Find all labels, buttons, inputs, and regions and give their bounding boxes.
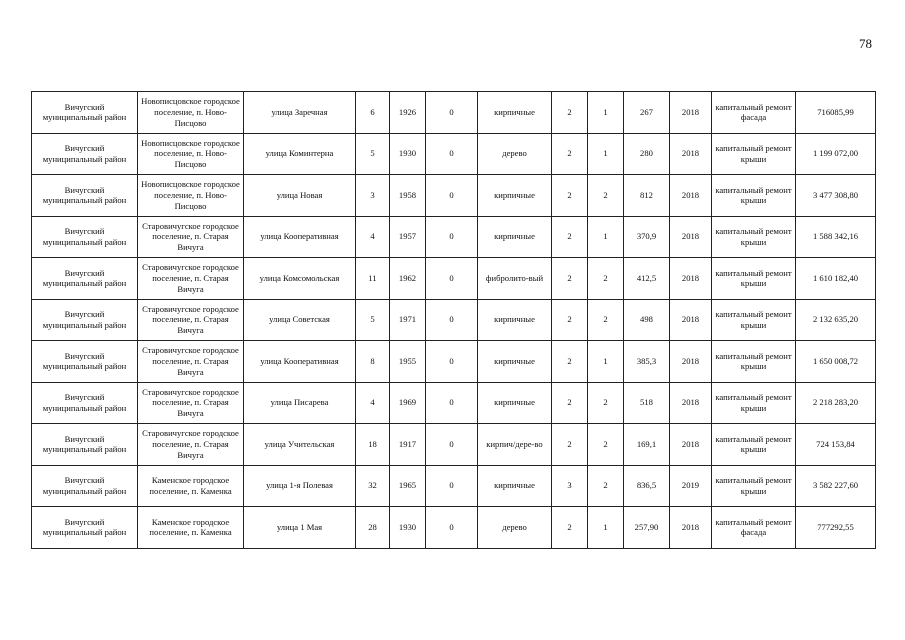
floors-cell: 2 — [552, 133, 588, 175]
repair-year-cell: 2018 — [670, 133, 712, 175]
page-number: 78 — [859, 36, 872, 51]
entrances-cell: 1 — [588, 341, 624, 383]
work-type-cell: капитальный ремонт фасада — [712, 507, 796, 549]
house-number-cell: 8 — [356, 341, 390, 383]
house-number-cell: 28 — [356, 507, 390, 549]
district-cell: Вичугский муниципальный район — [32, 382, 138, 424]
work-type-cell: капитальный ремонт крыши — [712, 341, 796, 383]
table-row — [32, 424, 876, 466]
house-number-cell: 3 — [356, 175, 390, 217]
zero-value-cell: 0 — [426, 465, 478, 507]
year-built-cell: 1957 — [390, 216, 426, 258]
wall-material-cell: кирпичные — [478, 341, 552, 383]
entrances-cell: 1 — [588, 92, 624, 134]
area-cell: 518 — [624, 382, 670, 424]
table-body — [32, 92, 876, 549]
street-cell: улица Комсомольская — [244, 258, 356, 300]
table-row — [32, 175, 876, 217]
street-cell: улица Кооперативная — [244, 341, 356, 383]
year-built-cell: 1962 — [390, 258, 426, 300]
housing-repair-table — [31, 91, 876, 549]
work-type-cell: капитальный ремонт крыши — [712, 133, 796, 175]
repair-year-cell: 2018 — [670, 216, 712, 258]
area-cell: 267 — [624, 92, 670, 134]
table-row — [32, 382, 876, 424]
repair-year-cell: 2018 — [670, 299, 712, 341]
house-number-cell: 5 — [356, 133, 390, 175]
floors-cell: 2 — [552, 92, 588, 134]
settlement-cell: Старовичугское городское поселение, п. Старая Вичуга — [138, 216, 244, 258]
table-row — [32, 299, 876, 341]
zero-value-cell: 0 — [426, 133, 478, 175]
district-cell: Вичугский муниципальный район — [32, 465, 138, 507]
floors-cell: 2 — [552, 216, 588, 258]
street-cell: улица Заречная — [244, 92, 356, 134]
zero-value-cell: 0 — [426, 92, 478, 134]
area-cell: 412,5 — [624, 258, 670, 300]
table-row — [32, 507, 876, 549]
house-number-cell: 4 — [356, 382, 390, 424]
cost-cell: 3 582 227,60 — [796, 465, 876, 507]
district-cell: Вичугский муниципальный район — [32, 299, 138, 341]
street-cell: улица Учительская — [244, 424, 356, 466]
district-cell: Вичугский муниципальный район — [32, 175, 138, 217]
cost-cell: 3 477 308,80 — [796, 175, 876, 217]
cost-cell: 777292,55 — [796, 507, 876, 549]
repair-year-cell: 2018 — [670, 92, 712, 134]
district-cell: Вичугский муниципальный район — [32, 92, 138, 134]
work-type-cell: капитальный ремонт фасада — [712, 92, 796, 134]
settlement-cell: Старовичугское городское поселение, п. Старая Вичуга — [138, 424, 244, 466]
settlement-cell: Каменское городское поселение, п. Каменка — [138, 507, 244, 549]
cost-cell: 1 199 072,00 — [796, 133, 876, 175]
wall-material-cell: кирпич/дере-во — [478, 424, 552, 466]
entrances-cell: 2 — [588, 175, 624, 217]
street-cell: улица Кооперативная — [244, 216, 356, 258]
house-number-cell: 4 — [356, 216, 390, 258]
repair-year-cell: 2018 — [670, 507, 712, 549]
cost-cell: 1 650 008,72 — [796, 341, 876, 383]
district-cell: Вичугский муниципальный район — [32, 341, 138, 383]
zero-value-cell: 0 — [426, 175, 478, 217]
wall-material-cell: дерево — [478, 133, 552, 175]
wall-material-cell: кирпичные — [478, 465, 552, 507]
wall-material-cell: кирпичные — [478, 216, 552, 258]
cost-cell: 1 588 342,16 — [796, 216, 876, 258]
repair-year-cell: 2019 — [670, 465, 712, 507]
year-built-cell: 1969 — [390, 382, 426, 424]
entrances-cell: 2 — [588, 299, 624, 341]
street-cell: улица Коминтерна — [244, 133, 356, 175]
year-built-cell: 1965 — [390, 465, 426, 507]
table-row — [32, 465, 876, 507]
settlement-cell: Новописцовское городское поселение, п. Ново-Писцово — [138, 92, 244, 134]
zero-value-cell: 0 — [426, 424, 478, 466]
street-cell: улица Советская — [244, 299, 356, 341]
repair-year-cell: 2018 — [670, 341, 712, 383]
street-cell: улица Писарева — [244, 382, 356, 424]
house-number-cell: 6 — [356, 92, 390, 134]
area-cell: 280 — [624, 133, 670, 175]
house-number-cell: 5 — [356, 299, 390, 341]
zero-value-cell: 0 — [426, 382, 478, 424]
zero-value-cell: 0 — [426, 299, 478, 341]
work-type-cell: капитальный ремонт крыши — [712, 299, 796, 341]
wall-material-cell: дерево — [478, 507, 552, 549]
settlement-cell: Старовичугское городское поселение, п. Старая Вичуга — [138, 382, 244, 424]
table-row — [32, 216, 876, 258]
area-cell: 385,3 — [624, 341, 670, 383]
zero-value-cell: 0 — [426, 507, 478, 549]
cost-cell: 724 153,84 — [796, 424, 876, 466]
house-number-cell: 18 — [356, 424, 390, 466]
work-type-cell: капитальный ремонт крыши — [712, 382, 796, 424]
cost-cell: 2 132 635,20 — [796, 299, 876, 341]
table-row — [32, 258, 876, 300]
entrances-cell: 2 — [588, 258, 624, 300]
repair-year-cell: 2018 — [670, 258, 712, 300]
house-number-cell: 11 — [356, 258, 390, 300]
zero-value-cell: 0 — [426, 258, 478, 300]
wall-material-cell: кирпичные — [478, 175, 552, 217]
repair-year-cell: 2018 — [670, 424, 712, 466]
street-cell: улица 1-я Полевая — [244, 465, 356, 507]
settlement-cell: Старовичугское городское поселение, п. Старая Вичуга — [138, 299, 244, 341]
area-cell: 812 — [624, 175, 670, 217]
area-cell: 370,9 — [624, 216, 670, 258]
table-row — [32, 92, 876, 134]
settlement-cell: Новописцовское городское поселение, п. Ново-Писцово — [138, 133, 244, 175]
year-built-cell: 1930 — [390, 133, 426, 175]
settlement-cell: Старовичугское городское поселение, п. Старая Вичуга — [138, 341, 244, 383]
repair-year-cell: 2018 — [670, 175, 712, 217]
settlement-cell: Старовичугское городское поселение, п. Старая Вичуга — [138, 258, 244, 300]
district-cell: Вичугский муниципальный район — [32, 258, 138, 300]
street-cell: улица Новая — [244, 175, 356, 217]
work-type-cell: капитальный ремонт крыши — [712, 175, 796, 217]
floors-cell: 2 — [552, 258, 588, 300]
work-type-cell: капитальный ремонт крыши — [712, 424, 796, 466]
area-cell: 498 — [624, 299, 670, 341]
district-cell: Вичугский муниципальный район — [32, 133, 138, 175]
entrances-cell: 2 — [588, 382, 624, 424]
district-cell: Вичугский муниципальный район — [32, 507, 138, 549]
floors-cell: 2 — [552, 424, 588, 466]
work-type-cell: капитальный ремонт крыши — [712, 258, 796, 300]
zero-value-cell: 0 — [426, 341, 478, 383]
district-cell: Вичугский муниципальный район — [32, 216, 138, 258]
entrances-cell: 2 — [588, 424, 624, 466]
floors-cell: 3 — [552, 465, 588, 507]
floors-cell: 2 — [552, 341, 588, 383]
floors-cell: 2 — [552, 507, 588, 549]
repair-year-cell: 2018 — [670, 382, 712, 424]
work-type-cell: капитальный ремонт крыши — [712, 465, 796, 507]
year-built-cell: 1958 — [390, 175, 426, 217]
floors-cell: 2 — [552, 299, 588, 341]
wall-material-cell: кирпичные — [478, 382, 552, 424]
cost-cell: 2 218 283,20 — [796, 382, 876, 424]
entrances-cell: 1 — [588, 507, 624, 549]
entrances-cell: 1 — [588, 216, 624, 258]
area-cell: 836,5 — [624, 465, 670, 507]
year-built-cell: 1955 — [390, 341, 426, 383]
work-type-cell: капитальный ремонт крыши — [712, 216, 796, 258]
area-cell: 257,90 — [624, 507, 670, 549]
table-row — [32, 133, 876, 175]
year-built-cell: 1971 — [390, 299, 426, 341]
wall-material-cell: кирпичные — [478, 92, 552, 134]
floors-cell: 2 — [552, 175, 588, 217]
entrances-cell: 2 — [588, 465, 624, 507]
year-built-cell: 1930 — [390, 507, 426, 549]
district-cell: Вичугский муниципальный район — [32, 424, 138, 466]
cost-cell: 716085,99 — [796, 92, 876, 134]
area-cell: 169,1 — [624, 424, 670, 466]
cost-cell: 1 610 182,40 — [796, 258, 876, 300]
floors-cell: 2 — [552, 382, 588, 424]
house-number-cell: 32 — [356, 465, 390, 507]
settlement-cell: Новописцовское городское поселение, п. Ново-Писцово — [138, 175, 244, 217]
street-cell: улица 1 Мая — [244, 507, 356, 549]
year-built-cell: 1917 — [390, 424, 426, 466]
zero-value-cell: 0 — [426, 216, 478, 258]
entrances-cell: 1 — [588, 133, 624, 175]
year-built-cell: 1926 — [390, 92, 426, 134]
wall-material-cell: фибролито-вый — [478, 258, 552, 300]
table-row — [32, 341, 876, 383]
wall-material-cell: кирпичные — [478, 299, 552, 341]
settlement-cell: Каменское городское поселение, п. Каменка — [138, 465, 244, 507]
